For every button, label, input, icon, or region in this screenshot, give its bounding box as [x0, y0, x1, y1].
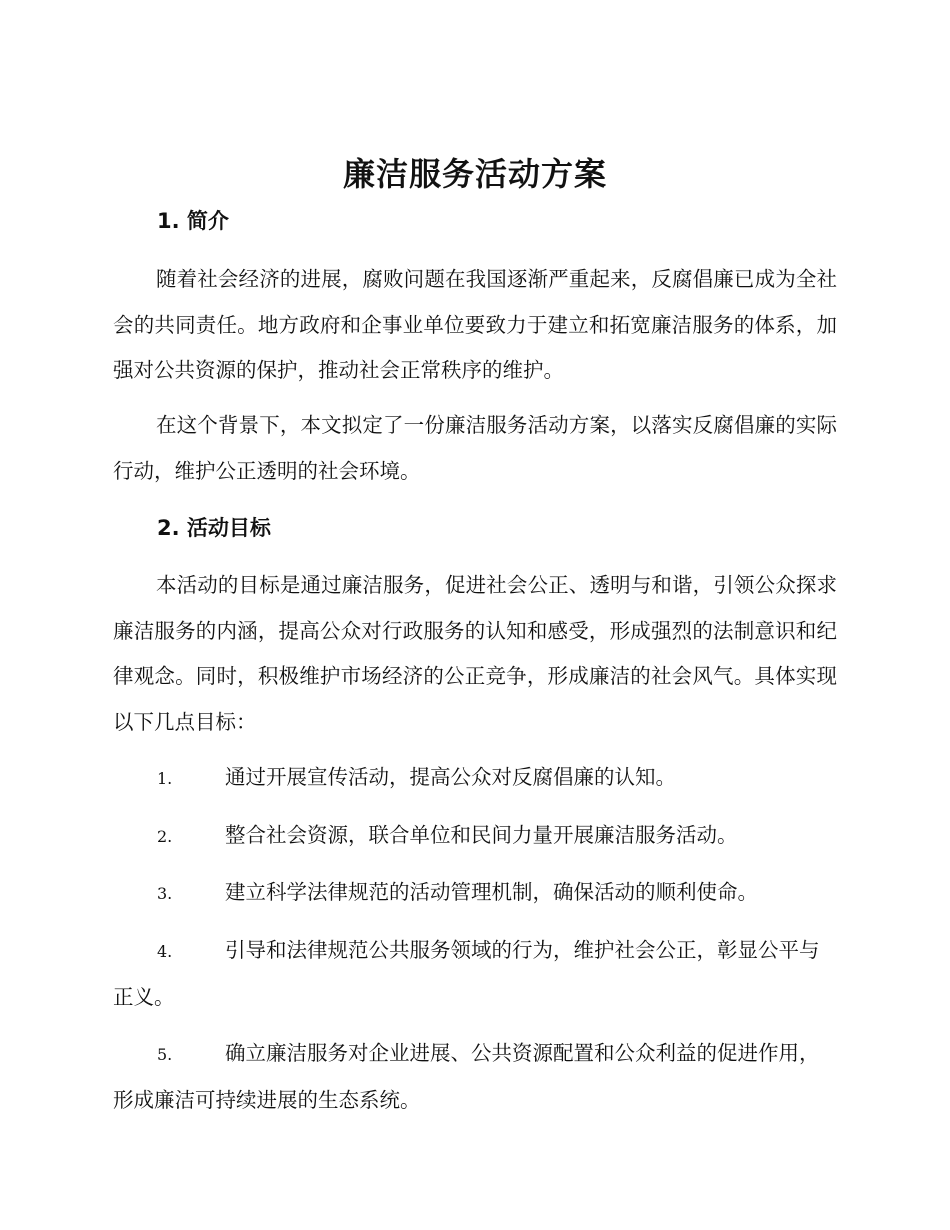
- goal-list-item: [113, 870, 837, 917]
- list-item-text: 引导和法律规范公共服务领域的行为，维护社会公正，彰显公平与正义。: [113, 938, 820, 1009]
- section-heading-intro: 1. 简介: [157, 209, 229, 233]
- goal-list-item: [113, 755, 837, 802]
- goal-list-item: [113, 813, 837, 860]
- list-item-text: 整合社会资源，联合单位和民间力量开展廉洁服务活动。: [225, 823, 738, 847]
- list-item-number: 5.: [157, 1045, 173, 1064]
- list-item-number: 2.: [157, 827, 173, 846]
- goal-list-item: [113, 928, 837, 1020]
- list-item-text: 建立科学法律规范的活动管理机制，确保活动的顺利使命。: [225, 880, 758, 904]
- list-item-number: 4.: [157, 942, 173, 961]
- list-item-text: 通过开展宣传活动，提高公众对反腐倡廉的认知。: [225, 765, 676, 789]
- list-item-text: 确立廉洁服务对企业进展、公共资源配置和公众利益的促进作用，形成廉洁可持续进展的生态系统。: [113, 1041, 820, 1112]
- goal-list-item: [113, 1031, 837, 1123]
- intro-paragraph-2: 在这个背景下，本文拟定了一份廉洁服务活动方案，以落实反腐倡廉的实际行动，维护公正透明的社会环境。: [113, 413, 837, 483]
- goals-paragraph: 本活动的目标是通过廉洁服务，促进社会公正、透明与和谐，引领公众探求廉洁服务的内涵，提高公众对行政服务的认知和感受，形成强烈的法制意识和纪律观念。同时，积极维护市场经济的公正竞争，形成廉洁的社会风气。具体实现以下几点目标：: [113, 573, 837, 734]
- list-item-number: 3.: [157, 884, 173, 903]
- intro-paragraph-1: 随着社会经济的进展，腐败问题在我国逐渐严重起来，反腐倡廉已成为全社会的共同责任。地方政府和企事业单位要致力于建立和拓宽廉洁服务的体系，加强对公共资源的保护，推动社会正常秩序的维护。: [113, 267, 837, 382]
- document-title: 廉洁服务活动方案: [342, 155, 607, 193]
- section-heading-goals: 2. 活动目标: [157, 516, 271, 540]
- list-item-number: 1.: [157, 769, 173, 788]
